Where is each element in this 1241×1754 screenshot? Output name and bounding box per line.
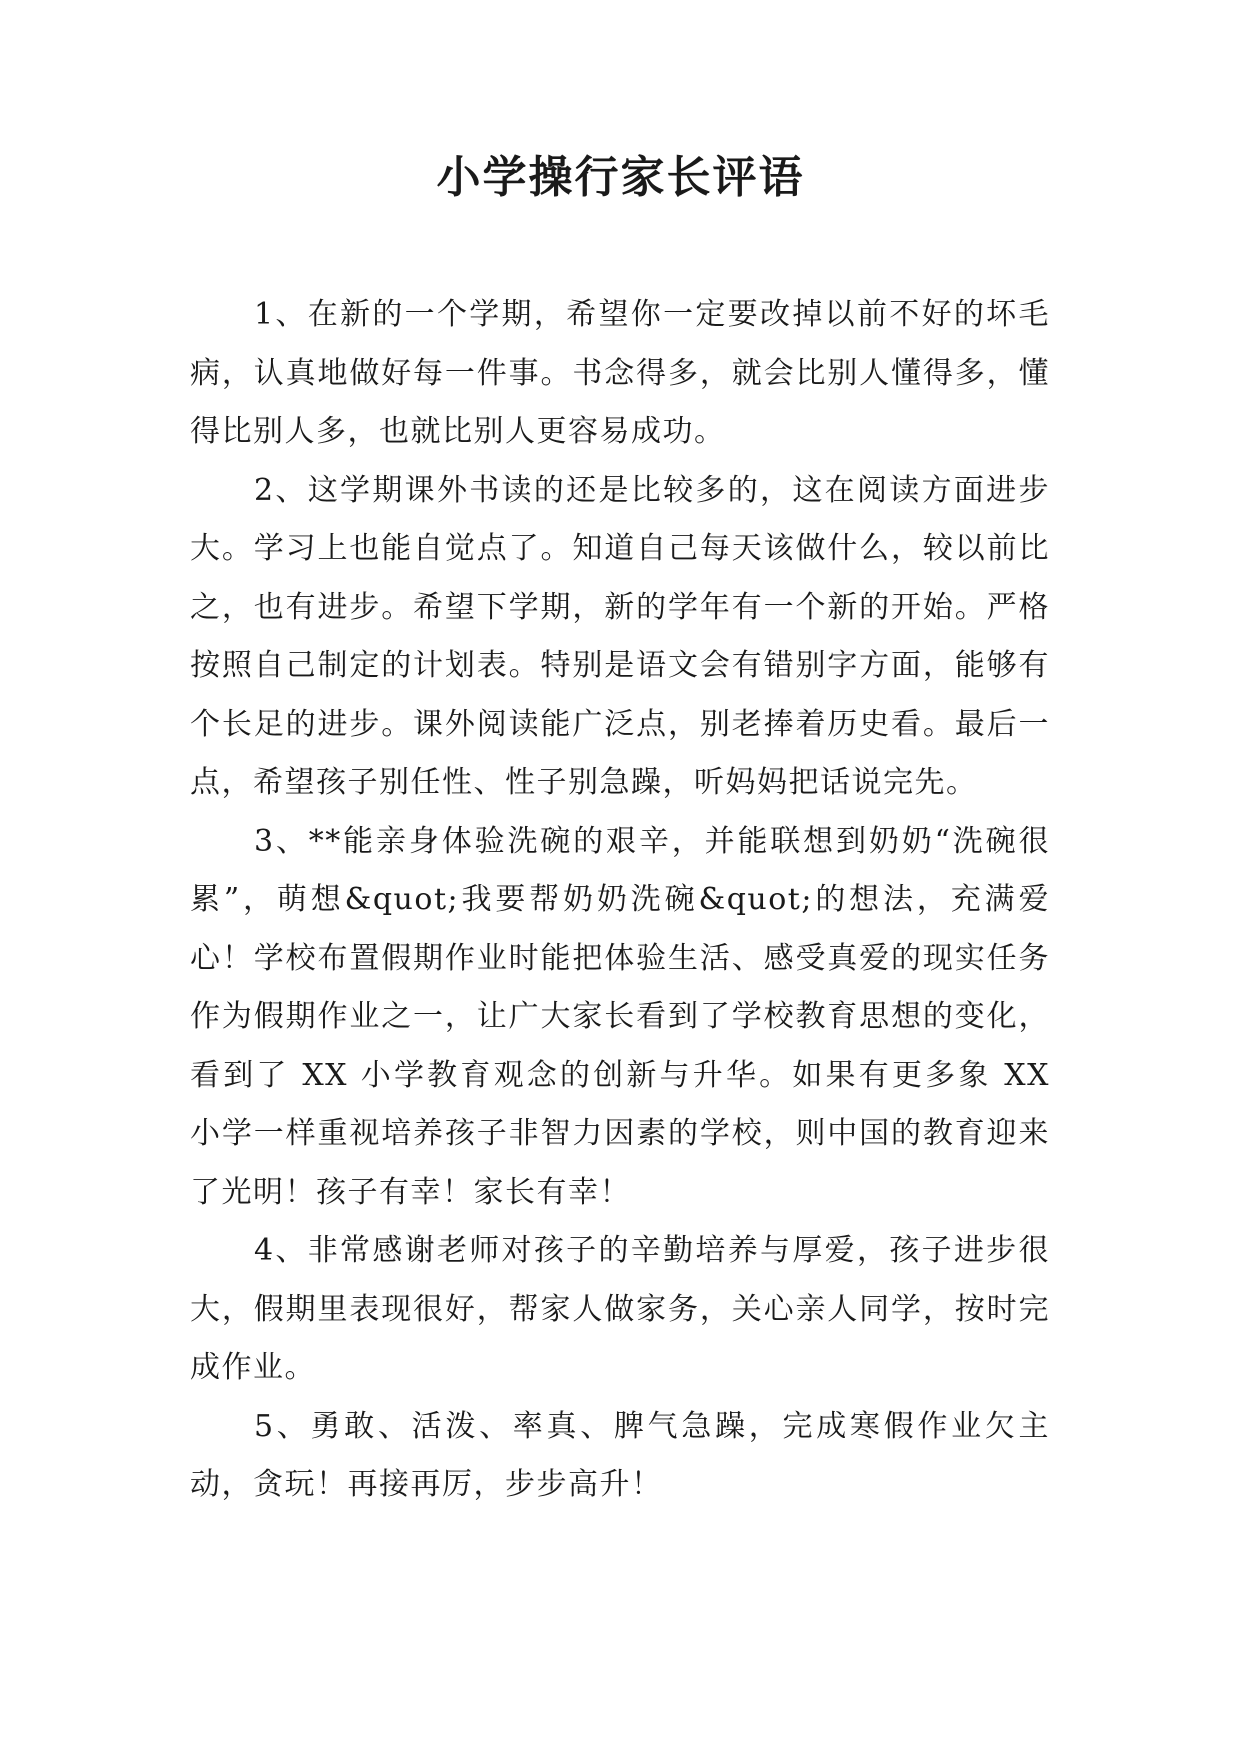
document-body (190, 286, 1050, 1515)
paragraph-3: 3、**能亲身体验洗碗的艰辛，并能联想到奶奶“洗碗很累”，萌想&quot;我要帮奶奶洗碗&quot;的想法，充满爱心！学校布置假期作业时能把体验生活、感受真爱的现实任务作为假期作业之一，让广大家长看到了学校教育思想的变化，看到了 XX 小学教育观念的创新与升华。如果有更多象 XX 小学一样重视培养孩子非智力因素的学校，则中国的教育迎来了光明！孩子有幸！家长有幸！ (190, 823, 1050, 1210)
document-title: 小学操行家长评语 (436, 152, 805, 203)
paragraph-2: 2、这学期课外书读的还是比较多的，这在阅读方面进步大。学习上也能自觉点了。知道自己每天该做什么，较以前比之，也有进步。希望下学期，新的学年有一个新的开始。严格按照自己制定的计划表。特别是语文会有错别字方面，能够有个长足的进步。课外阅读能广泛点，别老捧着历史看。最后一点，希望孩子别任性、性子别急躁，听妈妈把话说完先。 (190, 472, 1050, 800)
paragraph-1: 1、在新的一个学期，希望你一定要改掉以前不好的坏毛病，认真地做好每一件事。书念得多，就会比别人懂得多，懂得比别人多，也就比别人更容易成功。 (190, 297, 1050, 449)
paragraph-5: 5、勇敢、活泼、率真、脾气急躁，完成寒假作业欠主动，贪玩！再接再厉，步步高升！ (190, 1408, 1050, 1502)
paragraph-4: 4、非常感谢老师对孩子的辛勤培养与厚爱，孩子进步很大，假期里表现很好，帮家人做家务，关心亲人同学，按时完成作业。 (190, 1233, 1050, 1385)
